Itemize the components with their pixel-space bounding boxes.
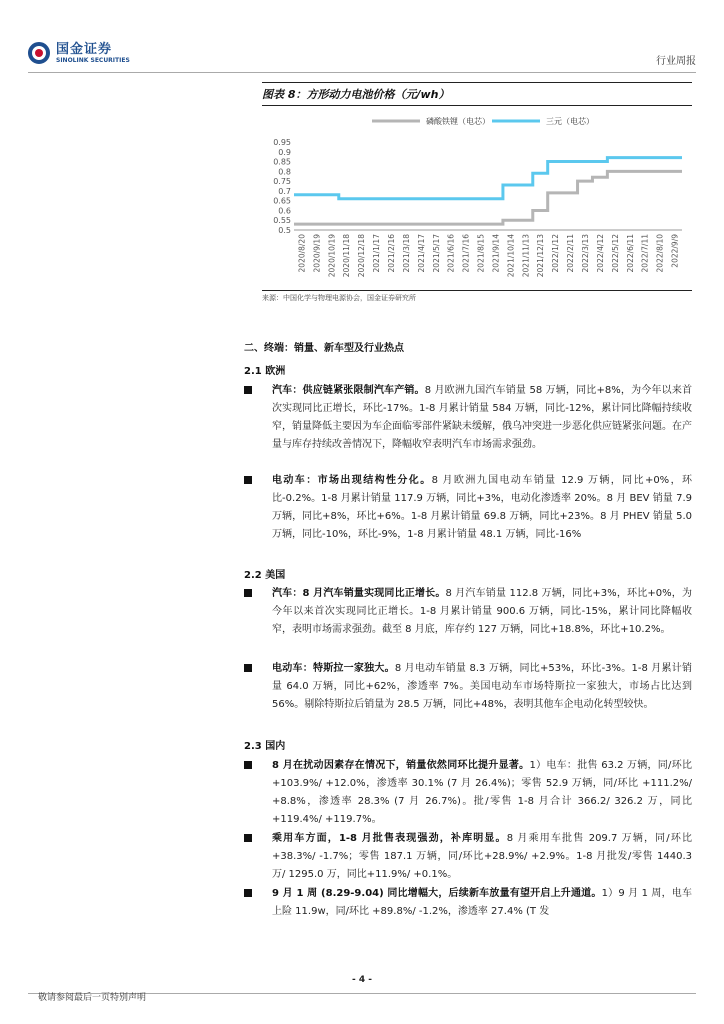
china-item-3 (244, 885, 692, 921)
bullet-icon (244, 589, 252, 597)
usa-title: 2.2 美国 (244, 570, 286, 581)
x-tick-label: 2022/9/9 (670, 234, 680, 268)
y-tick-label: 0.95 (273, 138, 291, 147)
legend-label: 磷酸铁锂（电芯） (426, 117, 490, 126)
x-tick-label: 2020/8/20 (297, 234, 307, 273)
x-tick-label: 2021/2/16 (387, 234, 396, 273)
bullet-icon (244, 889, 252, 897)
y-tick-label: 0.55 (273, 216, 291, 226)
logo-name-en: SINOLINK SECURITIES (56, 56, 130, 64)
bullet-icon (244, 386, 252, 394)
usa-ev-bold: 电动车：特斯拉一家独大。 (272, 663, 395, 674)
y-tick-label: 0.7 (278, 186, 291, 196)
europe-ev-text: 8 月欧洲九国电动车销量 12.9 万辆，同比+0%，环比-0.2%。1-8 月累计销量 117.9 万辆，同比+3%，电动化渗透率 20%。8 月 BEV 销量 7.9 万辆，同比+8%，环比+6%。1-8 月累计销量 69.8 万辆，同比+23%。8 月 PHEV 销量 5.0 万辆，同比-10%，环比-9%，1-8 月累计销量 48.1 万辆，同比-16% (272, 475, 692, 540)
y-tick-label: 0.8 (278, 167, 291, 177)
y-tick-label: 0.65 (273, 196, 291, 206)
section-title: 二、终端：销量、新车型及行业热点 (244, 343, 404, 354)
china-item-1 (244, 757, 692, 829)
x-tick-label: 2022/3/13 (581, 234, 590, 273)
battery-price-chart (262, 108, 692, 290)
x-tick-label: 2020/10/19 (327, 234, 337, 278)
y-tick-label: 0.9 (278, 147, 291, 157)
china-item1-text: 1）电车：批售 63.2 万辆，同/环比 +103.9%/ +12.0%，渗透率 30.1% (7 月 26.4%)；零售 52.9 万辆，同/环比 +111.2%/ +8.8%，渗透率 28.3% (7 月 26.7%)。批/零售 1-8 月合计 366.2/ 326.2 万，同比 +119.4%/ +119.7%。 (272, 760, 692, 825)
usa-auto-text: 8 月汽车销量 112.8 万辆，同比+3%，环比+0%，为今年以来首次实现同比正增长。1-8 月累计销量 900.6 万辆，同比-15%，累计同比降幅收窄，表明市场需求强劲。截至 8 月底，库存约 127 万辆，同比+18.8%，环比+10.2%。 (272, 588, 692, 635)
bullet-icon (244, 664, 252, 672)
x-tick-label: 2021/11/13 (521, 234, 531, 278)
figure-title-rule (262, 105, 692, 106)
legend-label: 三元（电芯） (546, 117, 594, 126)
figure-top-rule (262, 82, 692, 83)
x-tick-label: 2022/2/11 (566, 234, 576, 273)
report-type: 行业周报 (656, 56, 696, 67)
x-tick-label: 2021/9/14 (491, 234, 501, 273)
y-tick-label: 0.5 (278, 226, 291, 235)
x-tick-label: 2021/5/17 (431, 234, 441, 273)
x-tick-label: 2020/11/18 (342, 234, 352, 278)
x-tick-label: 2022/1/12 (551, 234, 561, 273)
figure-title: 图表 8：方形动力电池价格（元/wh） (262, 88, 450, 101)
europe-auto-bold: 汽车：供应链紧张限制汽车产销。 (272, 385, 425, 396)
series-line (294, 158, 682, 199)
x-tick-label: 2022/8/10 (655, 234, 665, 273)
logo (28, 42, 130, 64)
logo-icon (28, 42, 50, 64)
europe-ev-bold: 电动车：市场出现结构性分化。 (272, 475, 432, 486)
x-tick-label: 2020/12/18 (357, 234, 367, 278)
bullet-icon (244, 761, 252, 769)
logo-name-cn: 国金证券 (56, 41, 113, 57)
x-tick-label: 2021/8/15 (476, 233, 486, 273)
bullet-icon (244, 476, 252, 484)
x-tick-label: 2021/7/16 (461, 234, 471, 273)
figure-source: 来源：中国化学与物理电源协会，国金证券研究所 (262, 294, 416, 302)
x-tick-label: 2021/3/18 (401, 234, 411, 273)
x-tick-label: 2022/4/12 (595, 234, 605, 273)
x-tick-label: 2021/4/17 (416, 234, 426, 273)
europe-ev-item (244, 472, 692, 544)
china-title: 2.3 国内 (244, 741, 286, 752)
x-tick-label: 2020/9/19 (312, 234, 322, 273)
usa-ev-item (244, 660, 692, 714)
x-tick-label: 2021/10/14 (506, 234, 516, 278)
china-item2-text: 8 月乘用车批售 209.7 万辆，同/环比 +38.3%/ -1.7%；零售 187.1 万辆，同/环比+28.9%/ +2.9%。1-8 月批发/零售 1440.3 万/ 1295.0 万，同比+11.9%/ +0.1%。 (272, 833, 692, 880)
x-tick-label: 2022/6/11 (625, 234, 635, 273)
usa-auto-item (244, 585, 692, 639)
europe-title: 2.1 欧洲 (244, 366, 286, 377)
china-item3-bold: 9 月 1 周 (8.29-9.04) 同比增幅大，后续新车放量有望开启上升通道。 (272, 888, 602, 899)
x-tick-label: 2021/1/17 (372, 234, 382, 273)
usa-auto-bold: 汽车：8 月汽车销量实现同比正增长。 (272, 588, 446, 599)
figure-bottom-rule (262, 290, 692, 291)
x-tick-label: 2022/5/12 (610, 234, 620, 273)
china-item2-bold: 乘用车方面，1-8 月批售表现强劲，补库明显。 (272, 833, 507, 844)
china-item-2 (244, 830, 692, 884)
usa-ev-text: 8 月电动车销量 8.3 万辆，同比+53%，环比-3%。1-8 月累计销量 64.0 万辆，同比+62%，渗透率 7%。美国电动车市场特斯拉一家独大，市场占比达到 56%。剔除特斯拉后销量为 28.5 万辆，同比+48%，表明其他车企电动化转型较快。 (272, 663, 692, 710)
y-tick-label: 0.6 (278, 206, 291, 216)
y-tick-label: 0.75 (273, 177, 291, 187)
x-tick-label: 2021/12/13 (536, 234, 546, 278)
x-tick-label: 2021/6/16 (446, 234, 456, 273)
china-item3-text: 1）9 月 1 周，电车上险 11.9w，同/环比 +89.8%/ -1.2%，渗透率 27.4% (T 发 (272, 888, 693, 917)
y-tick-label: 0.85 (273, 157, 291, 167)
china-item1-bold: 8 月在扰动因素存在情况下，销量依然同环比提升显著。 (272, 760, 530, 771)
x-tick-label: 2022/7/11 (640, 234, 650, 273)
header-divider (28, 72, 696, 73)
footer-note: 敬请参阅最后一页特别声明 (38, 993, 147, 1003)
bullet-icon (244, 834, 252, 842)
europe-auto-item (244, 382, 692, 454)
page-number: - 4 - (352, 975, 372, 985)
europe-auto-text: 8 月欧洲九国汽车销量 58 万辆，同比+8%，为今年以来首次实现同比正增长，环比-17%。1-8 月累计销量 584 万辆，同比-12%，累计同比降幅持续收窄，销量降低主要因为车企面临零部件紧缺未缓解，俄乌冲突进一步恶化供应链紧张问题。在产量与库存持续改善情况下，降幅收窄表明汽车市场需求强劲。 (272, 385, 693, 450)
